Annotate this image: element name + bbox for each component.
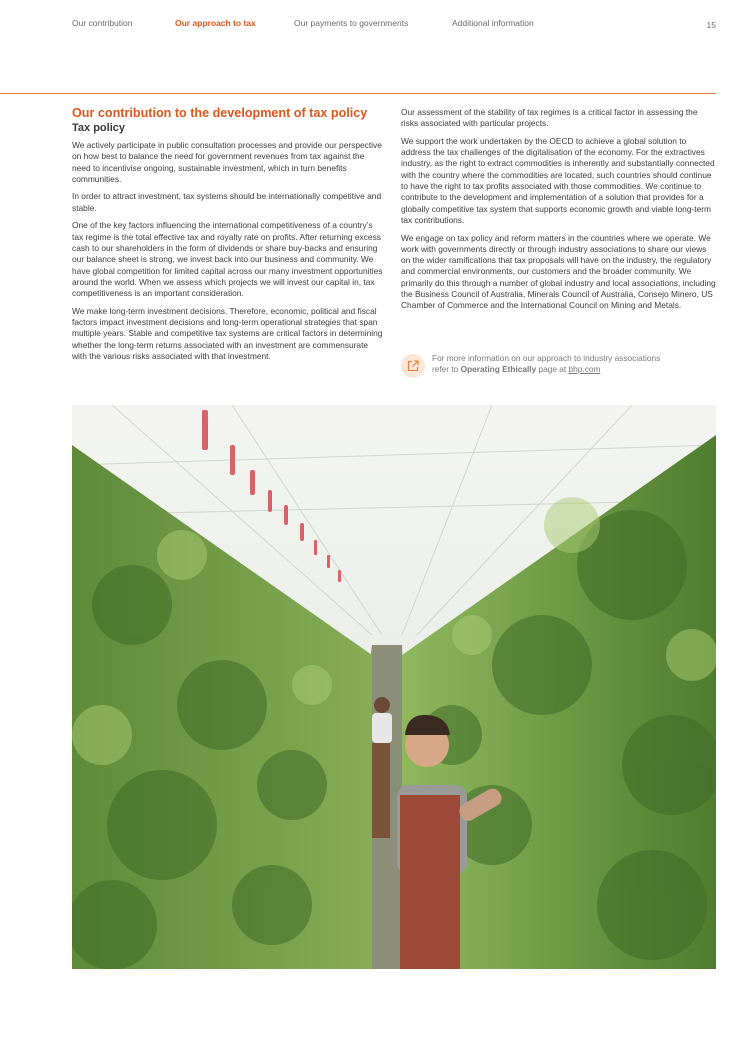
paragraph: We engage on tax policy and reform matters in the countries where we operate. We work with governments directly or through industry associations to share our views on the wider ramifications that tax proposals will have on the industry, the regulatory and commercial environments, our customers and the broader community. We primarily do this through a number of global industry and local associations, including the Business Council of Australia, Minerals Council of Australia, Consejo Minero, US Chamber of Commerce and the International Council on Mining and Metals. [401,232,716,311]
operating-ethically-link[interactable]: Operating Ethically [460,364,537,374]
page-number: 15 [706,20,716,30]
nav-item-our-payments-to-governments[interactable]: Our payments to governments [294,18,409,28]
paragraph: One of the key factors influencing the international competitiveness of a country’s tax regime is the total effective tax and royalty rate on profits. After returning excess cash to our shareholders in the form of dividends or share buy-backs and ensuring our balance sheet is strong, we invest back into our business and community. We have global competition for limited capital across our many investment opportunities around the world. When we assess which projects we will invest our capital in, tax competitiveness is an important consideration. [72,220,383,299]
callout-middle: page at [538,364,567,374]
paragraph: We make long-term investment decisions. Therefore, economic, political and fiscal factors impact investment decisions and long-term operational strategies that span multiple years. Stable and competitive tax systems are critical factors in determining whether the long-term returns associated with an investment are commensurate with the various risks associated with that investment. [72,305,383,361]
right-column [401,107,716,318]
nav-item-our-approach-to-tax[interactable]: Our approach to tax [175,18,256,28]
paragraph: We actively participate in public consultation processes and provide our perspective on how best to balance the need for government revenues from tax against the need to incentivise ongoing, sustainable investment, which in turn benefits communities. [72,140,382,184]
top-nav [72,18,716,32]
left-column [72,105,384,369]
info-callout [401,353,716,383]
bhp-link[interactable]: bhp.com [568,364,601,374]
nav-item-additional-information[interactable]: Additional information [452,18,534,28]
header-divider [0,93,716,94]
paragraph: In order to attract investment, tax systems should be internationally competitive and stable. [72,191,382,213]
section-title: Our contribution to the development of tax policy [72,106,368,120]
greenhouse-illustration [72,405,716,969]
sub-title: Tax policy [72,122,125,134]
nav-item-our-contribution[interactable]: Our contribution [72,18,133,28]
external-link-icon [401,354,425,378]
callout-line-1: For more information on our approach to industry associations [432,353,661,363]
paragraph: Our assessment of the stability of tax regimes is a critical factor in assessing the risks associated with particular projects. [401,107,698,129]
callout-text [432,353,660,375]
greenhouse-photo [72,405,716,969]
paragraph: We support the work undertaken by the OECD to achieve a global solution to address the tax challenges of the digitalisation of the economy. For the extractives industry, as the right to extract commodities is inherently and substantially connected with the country where the commodities are located, such countries should continue to have the right to tax profits associated with those commodities. We continue to contribute to the development and implementation of a solution that provides for a globally competitive tax system that supports economic growth and viable long-term tax contributions. [401,135,715,225]
callout-line-2 [432,364,660,375]
callout-prefix: refer to [432,364,459,374]
